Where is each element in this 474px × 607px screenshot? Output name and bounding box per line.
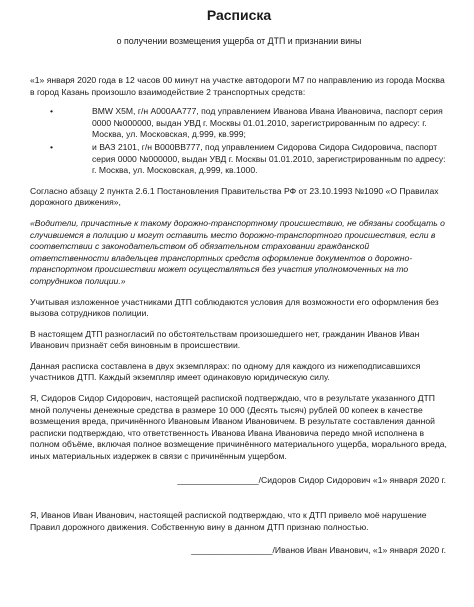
no-dispute-paragraph: В настоящем ДТП разногласий по обстоятельствам произошедшего нет, гражданин Иванов Иван Иванович признаёт себя виновным в происшествии. — [30, 328, 420, 351]
rule-quote-paragraph: «Водители, причастные к такому дорожно-транспортному происшествию, не обязаны сообщать о случившемся в полицию и могут оставить место дорожно-транспортного происшествия, если в соответствии с законодательством об обязательном страховании гражданской ответственности владельцев транспортных средств оформление документов о дорожно-транспортном происшествии может осуществляться без участия уполномоченных на то сотрудников полиции.» — [30, 217, 445, 286]
bullet-icon: • — [50, 106, 54, 117]
list-item — [50, 142, 448, 177]
intro-paragraph: «1» января 2020 года в 12 часов 00 минут на участке автодороги М7 по направлению из города Москва в город Казань произошло взаимодействие 2 транспортных средств: — [30, 75, 445, 97]
document-subtitle: о получении возмещения ущерба от ДТП и признании вины — [116, 36, 362, 46]
bullet-icon: • — [50, 141, 54, 152]
parties-list — [30, 106, 448, 177]
sidorov-statement-paragraph: Я, Сидоров Сидор Сидорович, настоящей распиской подтверждаю, что в результате указанного ДТП мной получены денежные средства в размере 10 000 (Десять тысяч) рублей 00 копеек в качестве возмещения вреда, причинённого Ивановым Иваном Ивановичем. В результате составления данной расписки подтверждаю, что ответственность Иванова Ивана Ивановича передо мной исполнена в полном объёме, включая полное возмещение причинённого материального ущерба, морального вреда, иных материальных издержек в связи с причинённым ущербом. — [30, 393, 447, 462]
party-bmw-text: BMW X5M, г/н А000АА777, под управлением Иванова Ивана Ивановича, паспорт серия 0000 №000000, выдан УВД г. Москвы 01.01.2010, зарегистрированным по адресу: г. Москва, ул. Московская, д.999, кв.999; — [92, 106, 443, 140]
sidorov-signature-line: _________________/Сидоров Сидор Сидорович «1» января 2020 г. — [177, 474, 446, 485]
ivanov-signature-line: _________________/Иванов Иван Иванович, «1» января 2020 г. — [191, 545, 446, 556]
copies-paragraph: Данная расписка составлена в двух экземплярах: по одному для каждого из нижеподписавшихся участников ДТП. Каждый экземпляр имеет одинаковую юридическую силу. — [30, 360, 421, 383]
list-item — [50, 106, 448, 141]
ivanov-statement-paragraph: Я, Иванов Иван Иванович, настоящей распиской подтверждаю, что к ДТП привело моё нарушение Правил дорожного движения. Собственную вину в данном ДТП признаю полностью. — [30, 510, 427, 532]
party-vaz-text: и ВАЗ 2101, г/н В000ВВ777, под управлением Сидорова Сидора Сидоровича, паспорт серия 0000 №000000, выдан УВД г. Москвы 01.01.2010, зарегистрированным по адресу: г. Москва, ул. Московская, д.999, кв.1000. — [92, 141, 446, 176]
rule-reference-paragraph: Согласно абзацу 2 пункта 2.6.1 Постановления Правительства РФ от 23.10.1993 №1090 «О Правилах дорожного движения», — [30, 185, 439, 208]
document-title: Расписка — [206, 7, 272, 23]
conditions-paragraph: Учитывая изложенное участниками ДТП соблюдаются условия для возможности его оформления без вызова сотрудников полиции. — [30, 296, 439, 319]
